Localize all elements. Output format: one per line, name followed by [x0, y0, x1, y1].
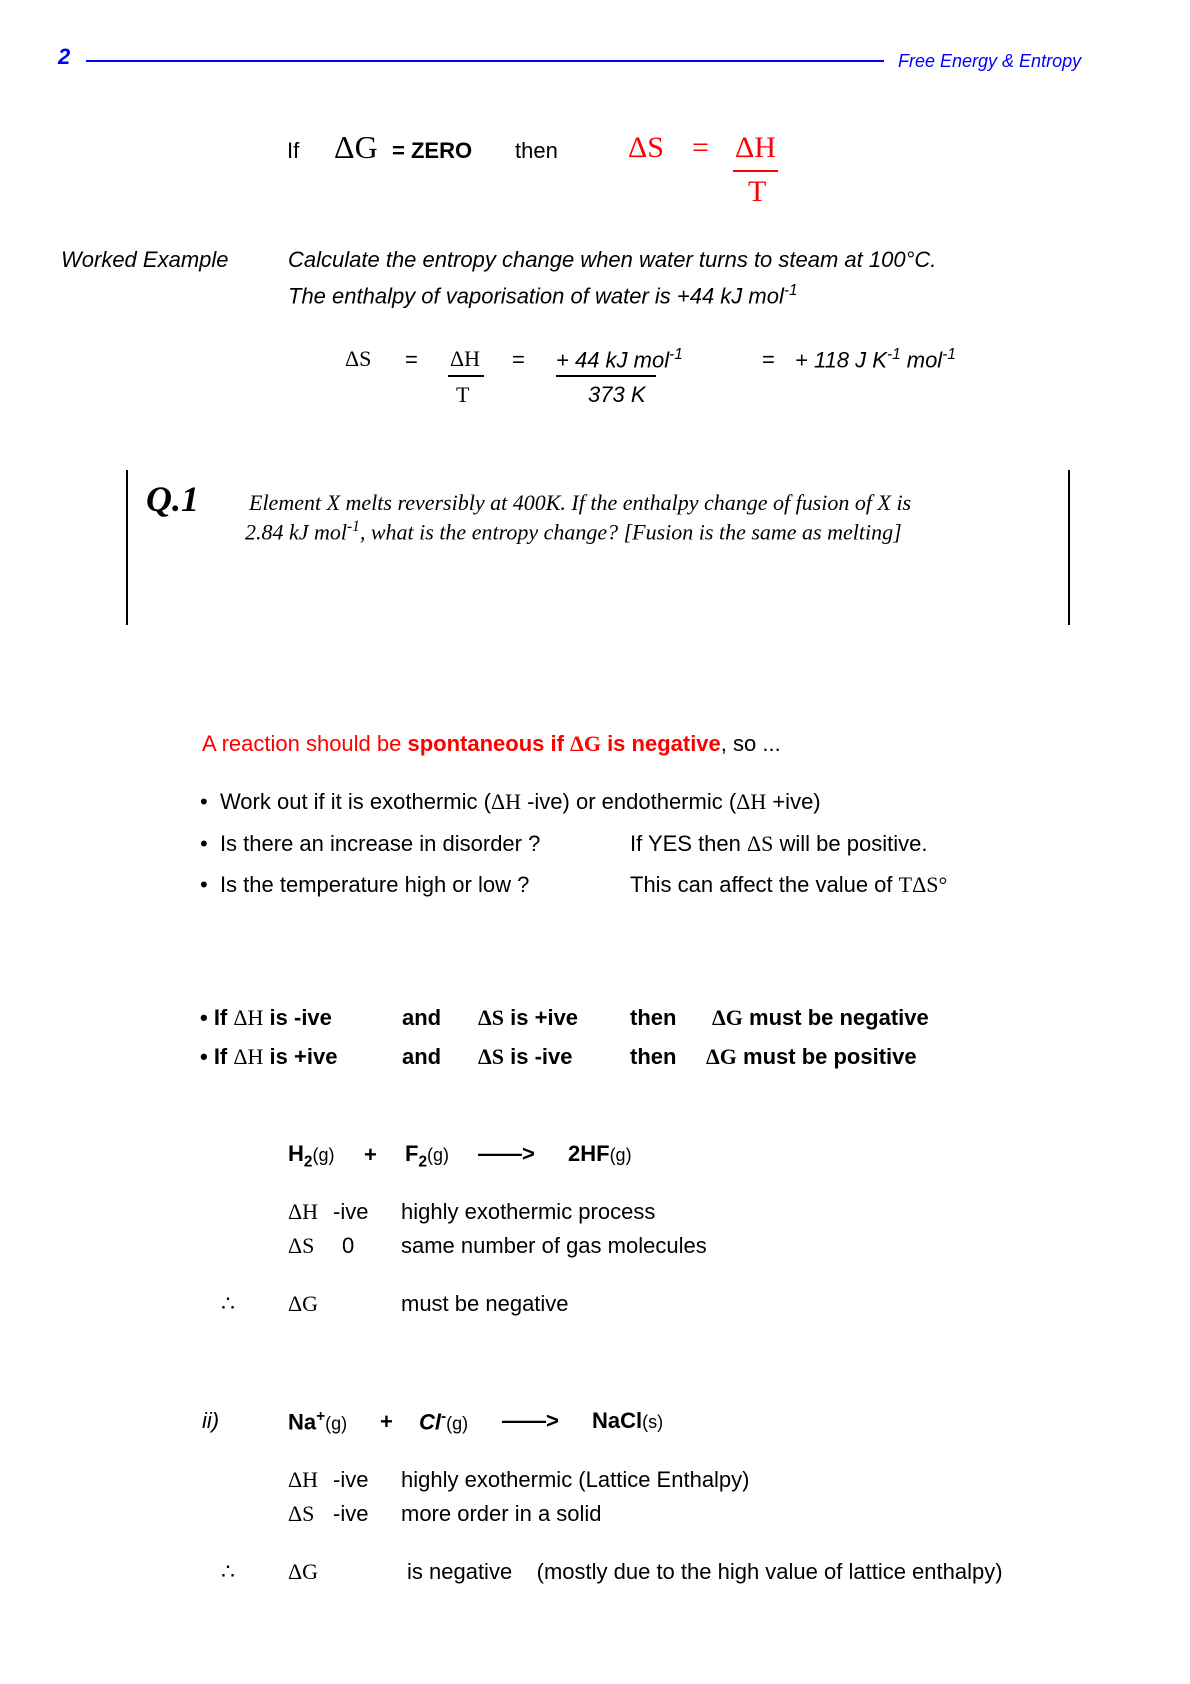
rule-row-result: ΔG must be negative [712, 1005, 929, 1030]
question-left-border [126, 470, 128, 625]
calc-fraction-bar-2 [556, 375, 656, 377]
rule-dh: ΔH [735, 131, 776, 164]
rule-row-entropy: ΔS is -ive [478, 1044, 573, 1069]
calc-result: + 118 J $K^{-1}$ mol$^{-1}$ [795, 346, 956, 373]
calc-fraction-bar-1 [448, 375, 484, 377]
reactant-cl: Cl-(g) [419, 1408, 469, 1435]
reaction-arrow: ——> [478, 1141, 535, 1166]
reactant-h2: $H_2(g)$ [288, 1141, 335, 1171]
rule-if: If [287, 138, 300, 163]
calc-ds: ΔS [345, 346, 372, 371]
question-right-border [1068, 470, 1070, 625]
list-item-note: If YES then ΔS will be positive. [630, 831, 928, 856]
product-hf: 2HF(g) [568, 1141, 632, 1166]
page-title: Free Energy & Entropy [898, 51, 1082, 71]
worked-example-line2: The enthalpy of vaporisation of water is +44 kJ mol$^{-1}$ [288, 282, 798, 309]
calc-numerator: + 44 kJ mol$^{-1}$ [556, 346, 683, 373]
rule-row-result: ΔG must be positive [706, 1044, 917, 1069]
list-item: • Is the temperature high or low ? [200, 872, 530, 897]
list-item: • Is there an increase in disorder ? [200, 831, 541, 856]
rule-dg: ΔG [334, 129, 378, 165]
header-rule [86, 60, 884, 62]
question-line2: 2.84 kJ mol$^{-1}$, what is the entropy change? [Fusion is the same as melting] [245, 518, 902, 545]
rule-row-condition: • If ΔH is +ive [200, 1044, 338, 1069]
question-line1: Element X melts reversibly at 400K. If the enthalpy change of fusion of X is [249, 490, 912, 515]
rule-eq: = [692, 131, 709, 164]
ex1-dh: ΔH [288, 1199, 319, 1224]
ex1-ds-note: same number of gas molecules [401, 1233, 707, 1258]
ex1-ds: ΔS [288, 1233, 315, 1258]
page-number: 2 [58, 44, 71, 69]
worked-example-line1: Calculate the entropy change when water turns to steam at 100°C. [288, 247, 937, 272]
reactant-na: Na+(g) [288, 1408, 348, 1435]
question-label: Q.1 [146, 479, 199, 519]
rule-fraction-bar [733, 170, 778, 172]
ex1-ds-sign: 0 [342, 1233, 355, 1258]
calc-eq3: = [762, 347, 775, 372]
ex2-dg-note: is negative (mostly due to the high value of lattice enthalpy) [407, 1559, 1003, 1584]
example-2-label: ii) [202, 1408, 220, 1433]
product-nacl: NaCl(s) [592, 1408, 664, 1433]
therefore-symbol: ∴ [221, 1291, 235, 1316]
ex1-dg-note: must be negative [401, 1291, 569, 1316]
ex2-dh: ΔH [288, 1467, 319, 1492]
ex2-dg: ΔG [288, 1559, 319, 1584]
ex1-dg: ΔG [288, 1291, 319, 1316]
therefore-symbol: ∴ [221, 1559, 235, 1584]
rule-row-then: then [630, 1005, 677, 1030]
spontaneous-statement: A reaction should be spontaneous if ΔG is negative, so ... [202, 731, 781, 756]
plus-sign: + [364, 1142, 377, 1167]
calc-eq2: = [512, 347, 525, 372]
ex1-dh-note: highly exothermic process [401, 1199, 656, 1224]
rule-row-and: and [402, 1005, 442, 1030]
calc-denominator: 373 K [588, 382, 646, 407]
ex2-ds-note: more order in a solid [401, 1501, 602, 1526]
reaction-arrow: ——> [502, 1408, 559, 1433]
rule-ds: ΔS [628, 131, 664, 164]
worked-example-label: Worked Example [61, 247, 229, 272]
reactant-f2: $F_2(g)$ [405, 1141, 450, 1171]
rule-row-and: and [402, 1044, 442, 1069]
list-item-note: This can affect the value of TΔS° [630, 872, 948, 897]
plus-sign: + [380, 1409, 393, 1434]
ex1-dh-sign: -ive [333, 1199, 369, 1224]
ex2-ds-sign: -ive [333, 1501, 369, 1526]
ex2-dh-note: highly exothermic (Lattice Enthalpy) [401, 1467, 750, 1492]
rule-then: then [515, 138, 558, 163]
list-item: • Work out if it is exothermic (ΔH -ive) or endothermic (ΔH +ive) [200, 789, 821, 814]
calc-t: T [456, 382, 470, 407]
rule-eq-zero: = ZERO [392, 138, 473, 163]
calc-eq1: = [405, 347, 418, 372]
calc-dh: ΔH [450, 346, 481, 371]
ex2-dh-sign: -ive [333, 1467, 369, 1492]
rule-t: T [748, 175, 767, 208]
ex2-ds: ΔS [288, 1501, 315, 1526]
rule-row-condition: • If ΔH is -ive [200, 1005, 332, 1030]
rule-row-entropy: ΔS is +ive [478, 1005, 579, 1030]
rule-row-then: then [630, 1044, 677, 1069]
